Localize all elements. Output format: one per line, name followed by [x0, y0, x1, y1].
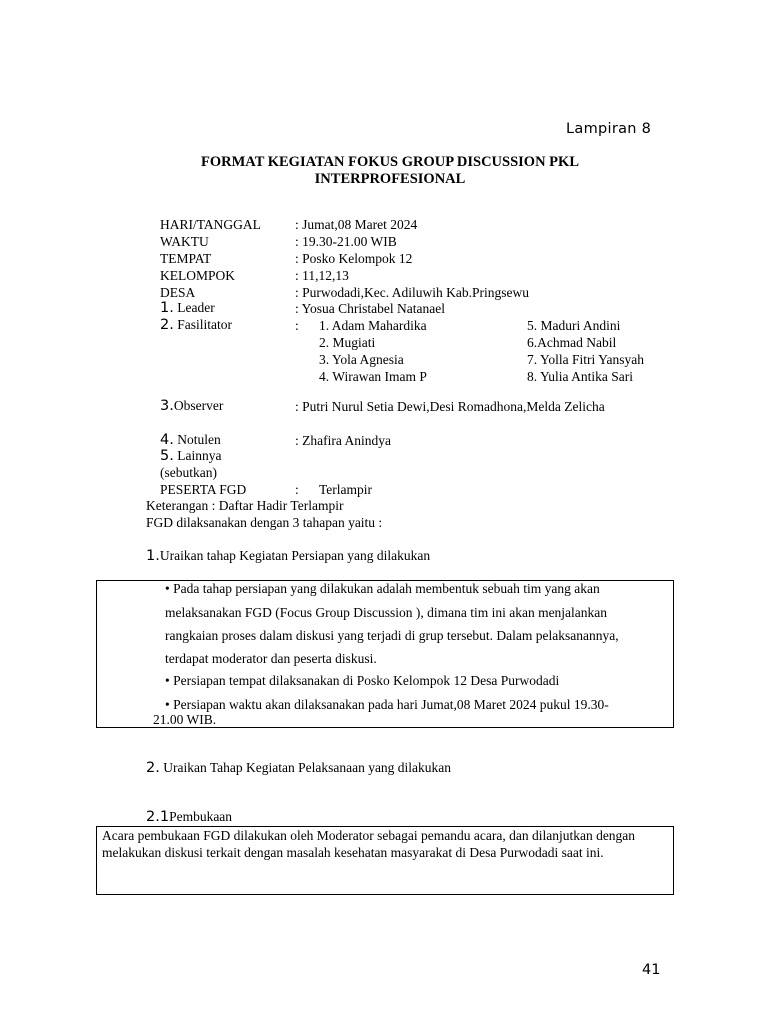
- preparation-line: melaksanakan FGD (Focus Group Discussion ), dimana tim ini akan menjalankan: [165, 605, 608, 620]
- notulen-label: Notulen: [177, 432, 221, 447]
- section-2-1-title: Pembukaan: [169, 809, 233, 824]
- desa-label: DESA: [160, 285, 196, 300]
- section-2-title: Uraikan Tahap Kegiatan Pelaksanaan yang dilakukan: [163, 760, 452, 775]
- observer-label: Observer: [173, 398, 224, 413]
- tempat-label: TEMPAT: [160, 251, 212, 266]
- fasilitator-colon: :: [295, 318, 299, 333]
- peserta-fgd-value: Terlampir: [319, 482, 373, 497]
- fasilitator-left-item: 3. Yola Agnesia: [319, 352, 404, 367]
- kelompok-value: : 11,12,13: [295, 268, 349, 283]
- lainnya-label: Lainnya: [177, 448, 222, 463]
- leader-row-label: [160, 300, 215, 316]
- tempat-value: : Posko Kelompok 12: [295, 251, 413, 266]
- hari-tanggal-value: : Jumat,08 Maret 2024: [295, 217, 418, 232]
- observer-number: 3.: [160, 398, 174, 414]
- keterangan-text: Keterangan : Daftar Hadir Terlampir: [146, 498, 344, 513]
- waktu-label: WAKTU: [160, 234, 209, 249]
- opening-line: melakukan diskusi terkait dengan masalah kesehatan masyarakat di Desa Purwodadi saat ini.: [102, 845, 604, 860]
- kelompok-label: KELOMPOK: [160, 268, 236, 283]
- leader-label: Leader: [177, 300, 215, 315]
- fasilitator-left-item: 4. Wirawan Imam P: [319, 369, 427, 384]
- notulen-number: 4.: [160, 432, 174, 448]
- hari-tanggal-label: HARI/TANGGAL: [160, 217, 261, 232]
- section-2-heading: [146, 760, 451, 776]
- section-2-1-heading: [146, 809, 232, 825]
- leader-value: : Yosua Christabel Natanael: [295, 301, 445, 316]
- fasilitator-right-item: 8. Yulia Antika Sari: [527, 369, 633, 384]
- section-1-number: 1.: [146, 548, 160, 564]
- lainnya-number: 5.: [160, 448, 174, 464]
- fasilitator-right-item: 5. Maduri Andini: [527, 318, 621, 333]
- waktu-value: : 19.30-21.00 WIB: [295, 234, 397, 249]
- fasilitator-left-item: 2. Mugiati: [319, 335, 376, 350]
- opening-line: Acara pembukaan FGD dilakukan oleh Moderator sebagai pemandu acara, dan dilanjutkan dengan: [102, 828, 636, 843]
- opening-box: [96, 826, 674, 895]
- peserta-fgd-colon: :: [295, 482, 299, 497]
- section-1-heading: [146, 548, 430, 564]
- notulen-value: : Zhafira Anindya: [295, 433, 391, 448]
- document-title-line-2: INTERPROFESIONAL: [314, 171, 466, 187]
- observer-row-label: [160, 398, 223, 414]
- fasilitator-number: 2.: [160, 317, 174, 333]
- preparation-line: terdapat moderator dan peserta diskusi.: [165, 651, 377, 666]
- section-2-number: 2.: [146, 760, 160, 776]
- preparation-line: • Persiapan waktu akan dilaksanakan pada hari Jumat,08 Maret 2024 pukul 19.30-: [165, 697, 609, 712]
- fasilitator-row-label: [160, 317, 232, 333]
- observer-value: : Putri Nurul Setia Dewi,Desi Romadhona,Melda Zelicha: [295, 399, 605, 414]
- preparation-line: rangkaian proses dalam diskusi yang terjadi di grup tersebut. Dalam pelaksanannya,: [165, 628, 619, 643]
- fasilitator-right-item: 6.Achmad Nabil: [527, 335, 617, 350]
- lainnya-sub-label: (sebutkan): [160, 465, 217, 480]
- peserta-fgd-label: PESERTA FGD: [160, 482, 247, 497]
- document-title-line-1: FORMAT KEGIATAN FOKUS GROUP DISCUSSION PKL: [201, 154, 579, 170]
- appendix-label: Lampiran 8: [566, 121, 652, 137]
- notulen-row-label: [160, 432, 221, 448]
- intro-text: FGD dilaksanakan dengan 3 tahapan yaitu :: [146, 515, 383, 530]
- lainnya-row-label: [160, 448, 221, 464]
- section-2-1-number: 2.1: [146, 809, 170, 825]
- preparation-line: • Persiapan tempat dilaksanakan di Posko Kelompok 12 Desa Purwodadi: [165, 673, 560, 688]
- preparation-line: 21.00 WIB.: [153, 712, 217, 727]
- preparation-box: [96, 580, 674, 728]
- fasilitator-label: Fasilitator: [177, 317, 232, 332]
- preparation-line: • Pada tahap persiapan yang dilakukan adalah membentuk sebuah tim yang akan: [165, 581, 600, 596]
- page-number: 41: [642, 962, 661, 978]
- fasilitator-right-item: 7. Yolla Fitri Yansyah: [527, 352, 645, 367]
- section-1-title: Uraikan tahap Kegiatan Persiapan yang dilakukan: [159, 548, 431, 563]
- fasilitator-left-item: 1. Adam Mahardika: [319, 318, 427, 333]
- leader-number: 1.: [160, 300, 174, 316]
- desa-value: : Purwodadi,Kec. Adiluwih Kab.Pringsewu: [295, 285, 529, 300]
